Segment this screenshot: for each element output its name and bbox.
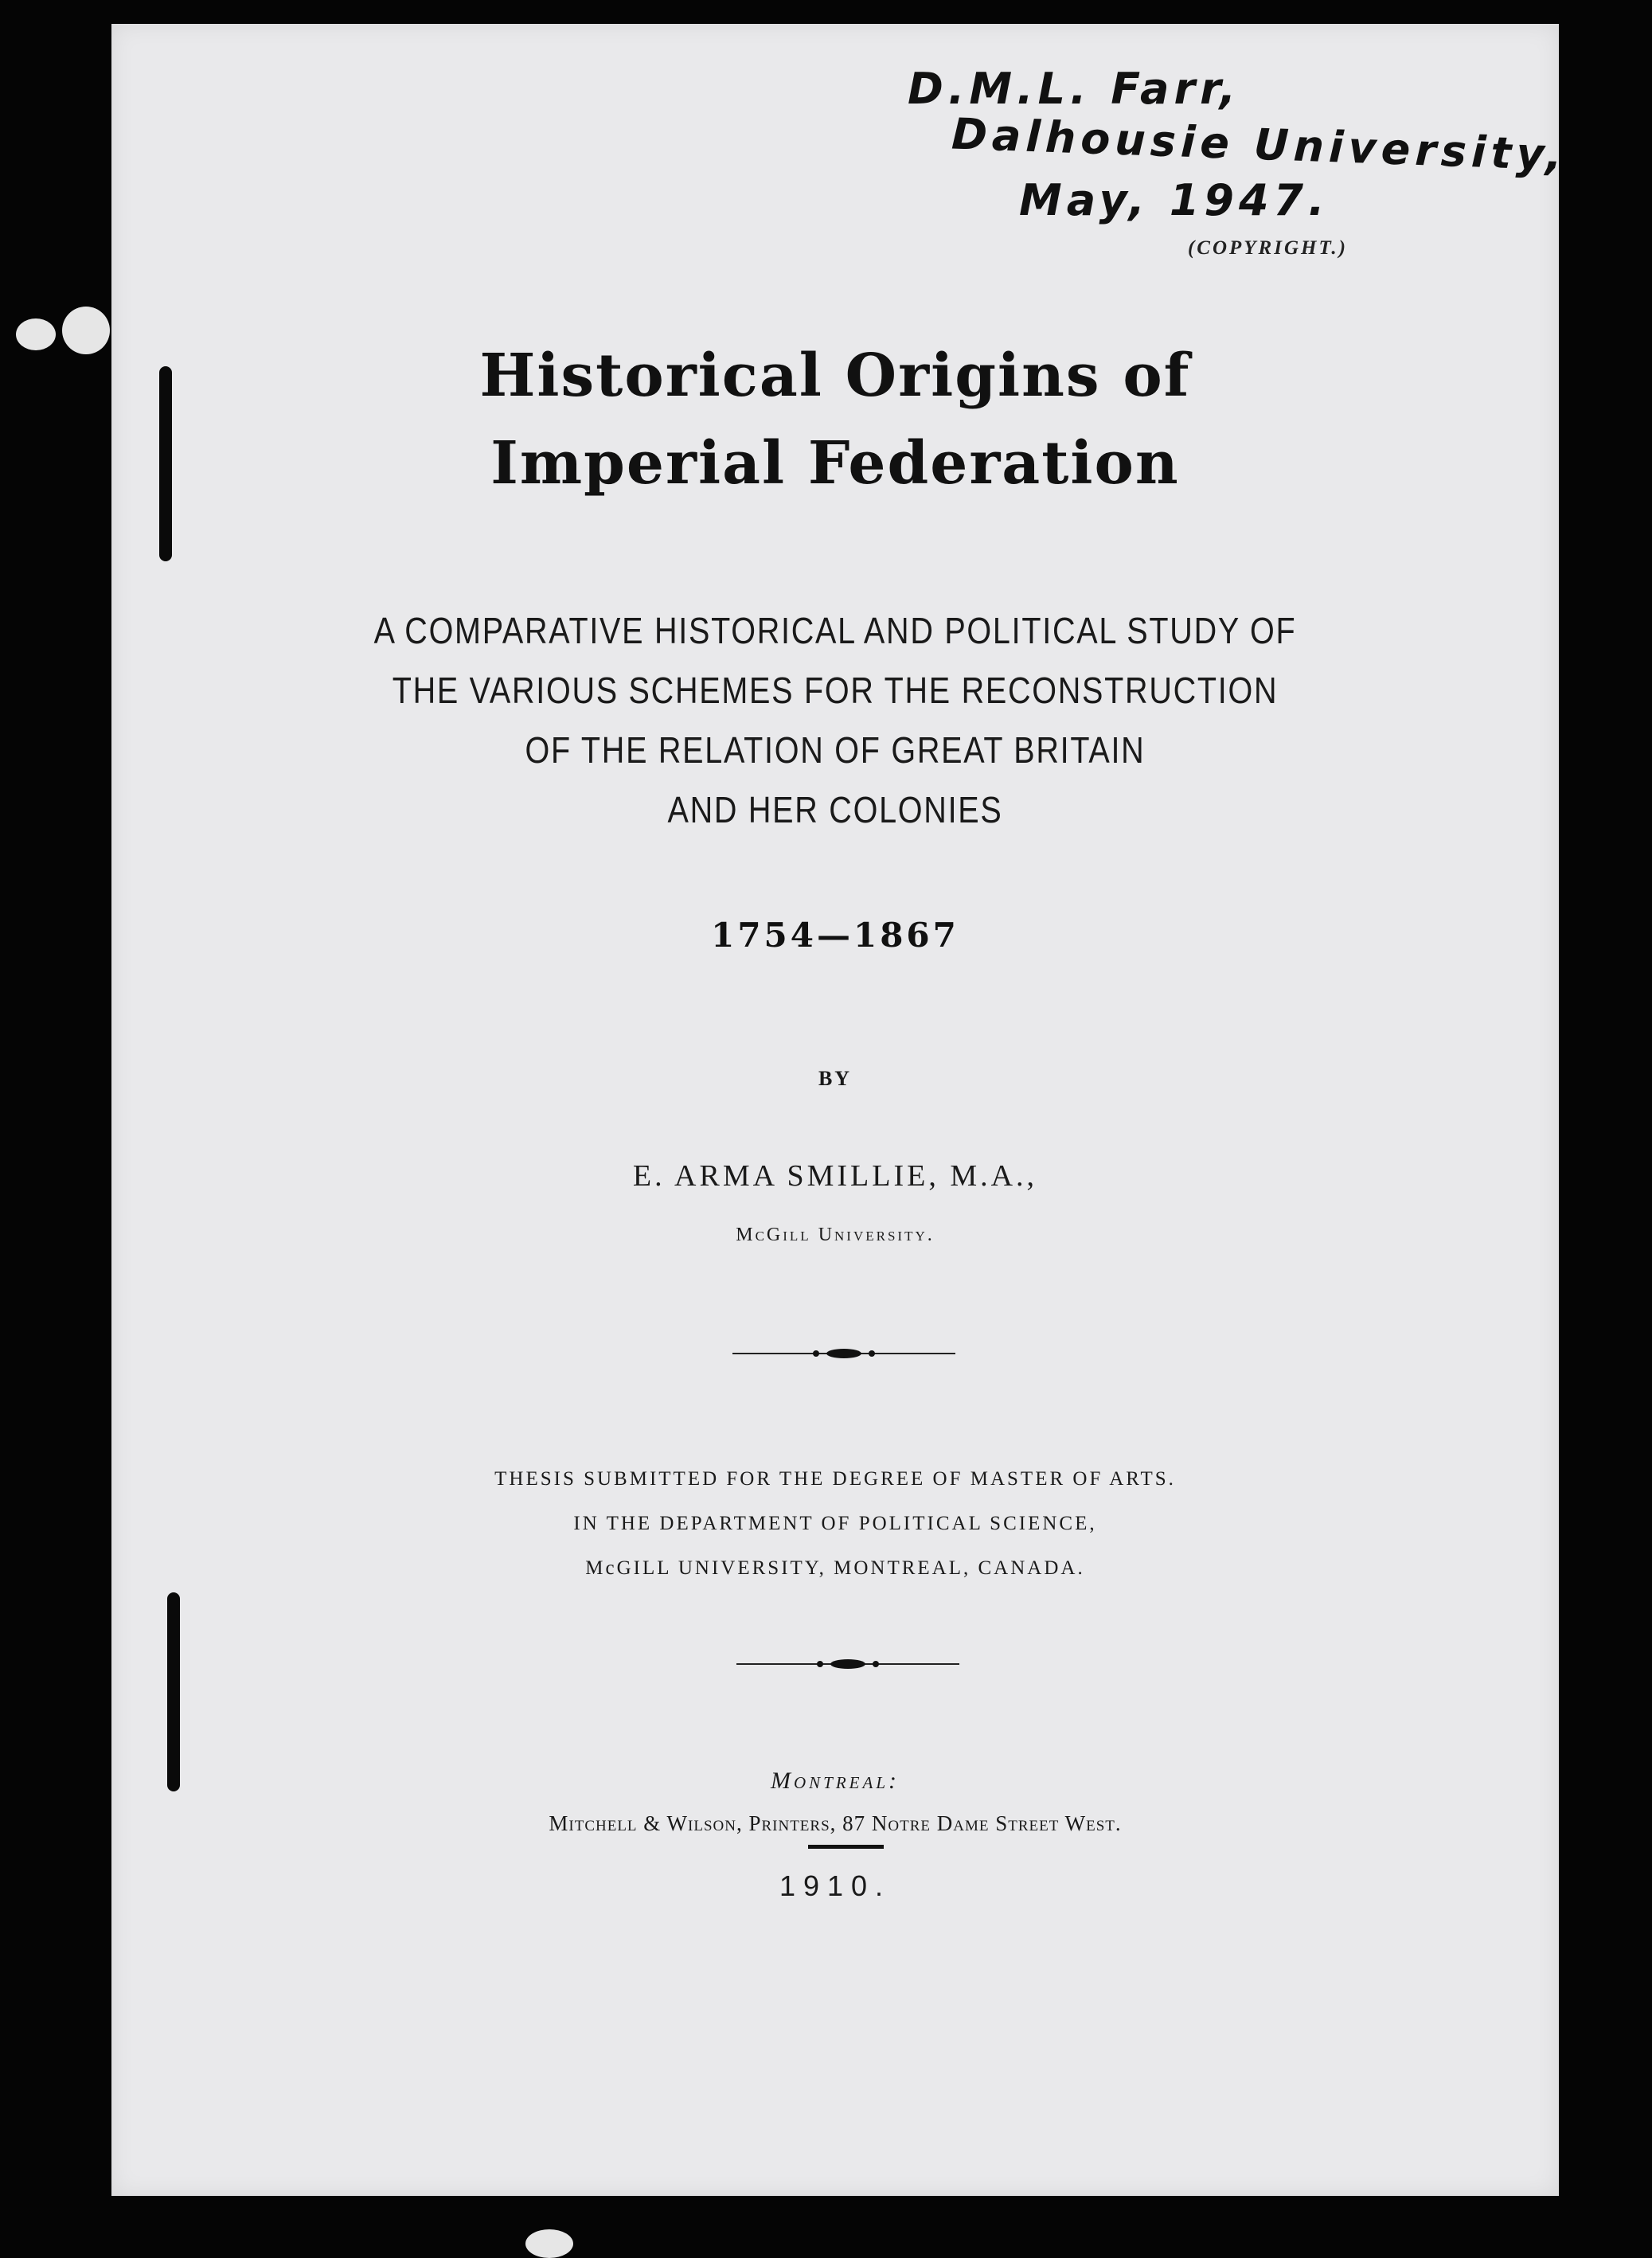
subtitle-line-3: OF THE RELATION OF GREAT BRITAIN xyxy=(525,729,1146,771)
author-name: E. ARMA SMILLIE, M.A., xyxy=(632,1159,1038,1193)
subtitle xyxy=(213,601,1457,840)
thesis-line-3: McGILL UNIVERSITY, MONTREAL, CANADA. xyxy=(585,1557,1085,1579)
subtitle-line-4: AND HER COLONIES xyxy=(667,789,1003,830)
publisher-name: Mitchell & Wilson, Printers, 87 Notre Dame Street West. xyxy=(549,1811,1122,1835)
title-line-1: Historical Origins of xyxy=(479,342,1191,410)
copyright-notice: (COPYRIGHT.) xyxy=(1187,237,1348,259)
thesis-line-1: THESIS SUBMITTED FOR THE DEGREE OF MASTER OF ARTS. xyxy=(494,1468,1176,1490)
short-rule xyxy=(808,1845,884,1849)
author-affiliation: McGill University. xyxy=(736,1225,935,1245)
by-label: BY xyxy=(818,1067,853,1090)
publication-place: Montreal: xyxy=(771,1768,900,1794)
title-page xyxy=(111,24,1568,2196)
thesis-statement xyxy=(111,1457,1559,1591)
title-line-2: Imperial Federation xyxy=(490,429,1180,498)
scan-speck xyxy=(525,2229,573,2258)
inscription-line-1: D.M.L. Farr, xyxy=(908,64,1241,114)
date-range: 1754—1867 xyxy=(711,916,959,955)
ornament-divider-top xyxy=(732,1346,955,1361)
thesis-line-2: IN THE DEPARTMENT OF POLITICAL SCIENCE, xyxy=(573,1513,1097,1534)
binding-staple-bottom xyxy=(167,1592,180,1791)
subtitle-line-2: THE VARIOUS SCHEMES FOR THE RECONSTRUCTION xyxy=(392,670,1279,711)
inscription-line-3: May, 1947. xyxy=(1019,175,1330,225)
subtitle-line-1: A COMPARATIVE HISTORICAL AND POLITICAL STUDY OF xyxy=(373,610,1297,651)
scan-speck xyxy=(16,318,56,350)
inscription-line-2: Dalhousie University, xyxy=(951,108,1568,181)
publication-year: 1910. xyxy=(779,1869,892,1902)
ornament-divider-bottom xyxy=(736,1656,959,1672)
scan-speck xyxy=(62,307,110,354)
